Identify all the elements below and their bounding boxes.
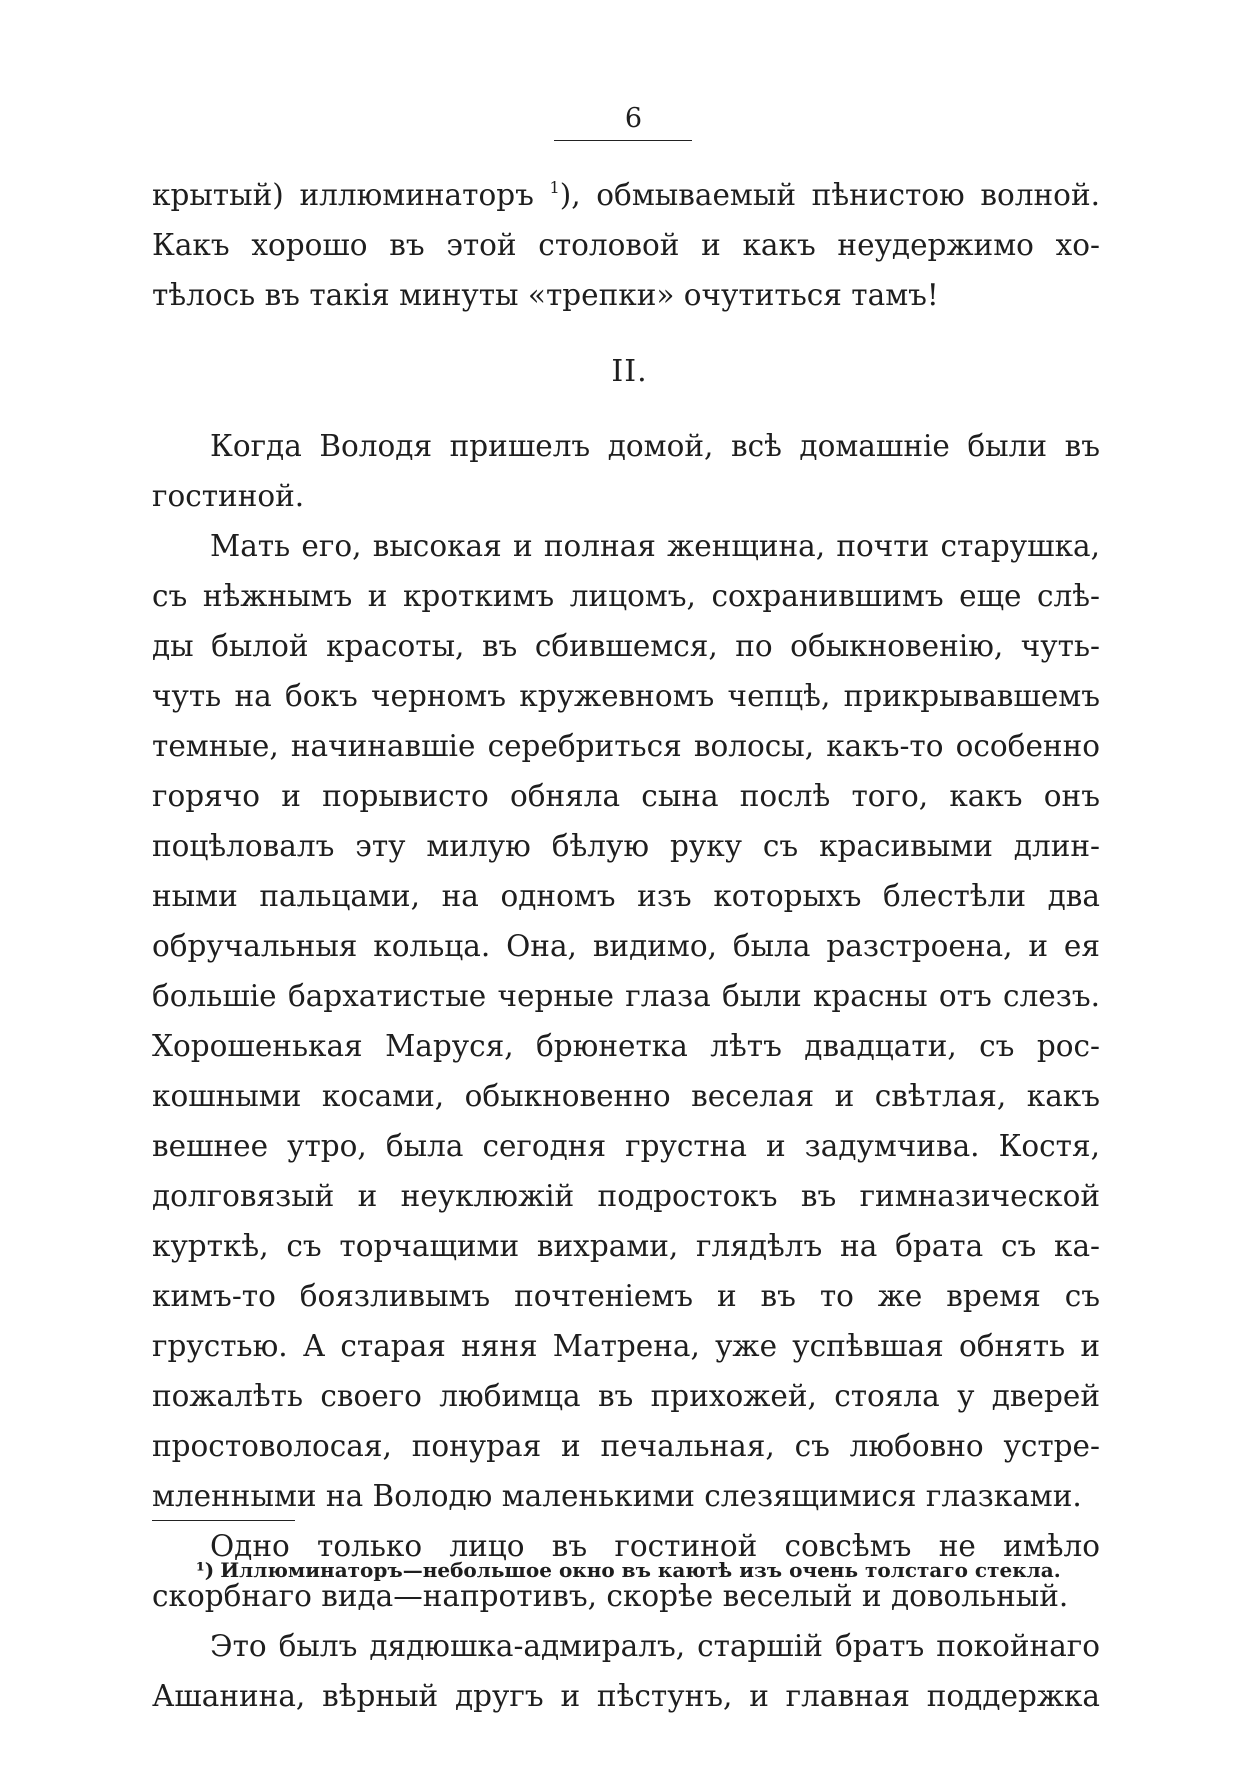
- text-line: кимъ-то боязливымъ почтеніемъ и въ то же время съ: [152, 1279, 1100, 1313]
- text-line: Одно только лицо въ гостиной совсѣмъ не имѣло: [210, 1529, 1100, 1563]
- footnote-separator: [152, 1520, 295, 1521]
- text-line: большіе бархатистые черные глаза были красны отъ слезъ.: [152, 979, 1100, 1013]
- text-line: ными пальцами, на одномъ изъ которыхъ блестѣли два: [152, 879, 1100, 913]
- text-line: поцѣловалъ эту милую бѣлую руку съ красивыми длин-: [152, 829, 1100, 863]
- text-line: грустью. А старая няня Матрена, уже успѣвшая обнять и: [152, 1329, 1100, 1363]
- text-line: съ нѣжнымъ и кроткимъ лицомъ, сохранившимъ еще слѣ-: [152, 579, 1100, 613]
- text-line: вешнее утро, была сегодня грустна и задумчива. Костя,: [152, 1129, 1100, 1163]
- section-body: [152, 421, 1100, 1721]
- text-line: долговязый и неуклюжій подростокъ въ гимназической: [152, 1179, 1100, 1213]
- page-number-rule: [554, 140, 692, 141]
- footnote: [196, 1556, 1061, 1584]
- text-line: крытый) иллюминаторъ $^1$), обмываемый пѣнистою волной.: [152, 178, 1100, 212]
- text-line: ды былой красоты, въ сбившемся, по обыкновенію, чуть-: [152, 629, 1100, 663]
- text-line: чуть на бокъ черномъ кружевномъ чепцѣ, прикрывавшемъ: [152, 679, 1100, 713]
- footnote-reference[interactable]: 1: [549, 178, 560, 197]
- text-line: обручальныя кольца. Она, видимо, была разстроена, и ея: [152, 929, 1100, 963]
- text-line: Когда Володя пришелъ домой, всѣ домашніе были въ: [210, 429, 1100, 463]
- text-line: горячо и порывисто обняла сына послѣ того, какъ онъ: [152, 779, 1100, 813]
- section-heading: II.: [611, 354, 648, 389]
- text-line: скорбнаго вида—напротивъ, скорѣе веселый и довольный.: [152, 1579, 1069, 1613]
- text-line: простоволосая, понурая и печальная, съ любовно устре-: [152, 1429, 1100, 1463]
- text-line: Какъ хорошо въ этой столовой и какъ неудержимо хо-: [152, 228, 1100, 262]
- text-line: тѣлось въ такія минуты «трепки» очутиться тамъ!: [152, 278, 939, 312]
- text-line: кошными косами, обыкновенно веселая и свѣтлая, какъ: [152, 1079, 1100, 1113]
- text-line: мленными на Володю маленькими слезящимися глазками.: [152, 1479, 1082, 1513]
- text-line: Ашанина, вѣрный другъ и пѣстунъ, и главная поддержка: [152, 1679, 1100, 1713]
- text-line: пожалѣть своего любимца въ прихожей, стояла у дверей: [152, 1379, 1100, 1413]
- text-line: Хорошенькая Маруся, брюнетка лѣтъ двадцати, съ рос-: [152, 1029, 1100, 1063]
- text-line: Мать его, высокая и полная женщина, почти старушка,: [210, 529, 1100, 563]
- text-line: темные, начинавшіе серебриться волосы, какъ-то особенно: [152, 729, 1100, 763]
- footnote-text: Иллюминаторъ—небольшое окно въ каютѣ изъ очень толстаго стекла.: [220, 1558, 1061, 1582]
- text-line: курткѣ, съ торчащими вихрами, глядѣлъ на брата съ ка-: [152, 1229, 1100, 1263]
- footnote-marker: ¹): [196, 1558, 215, 1582]
- continued-paragraph: [152, 170, 1100, 320]
- text-line: гостиной.: [152, 479, 305, 513]
- text-line: Это былъ дядюшка-адмиралъ, старшій братъ покойнаго: [210, 1629, 1100, 1663]
- page-number: 6: [624, 103, 643, 134]
